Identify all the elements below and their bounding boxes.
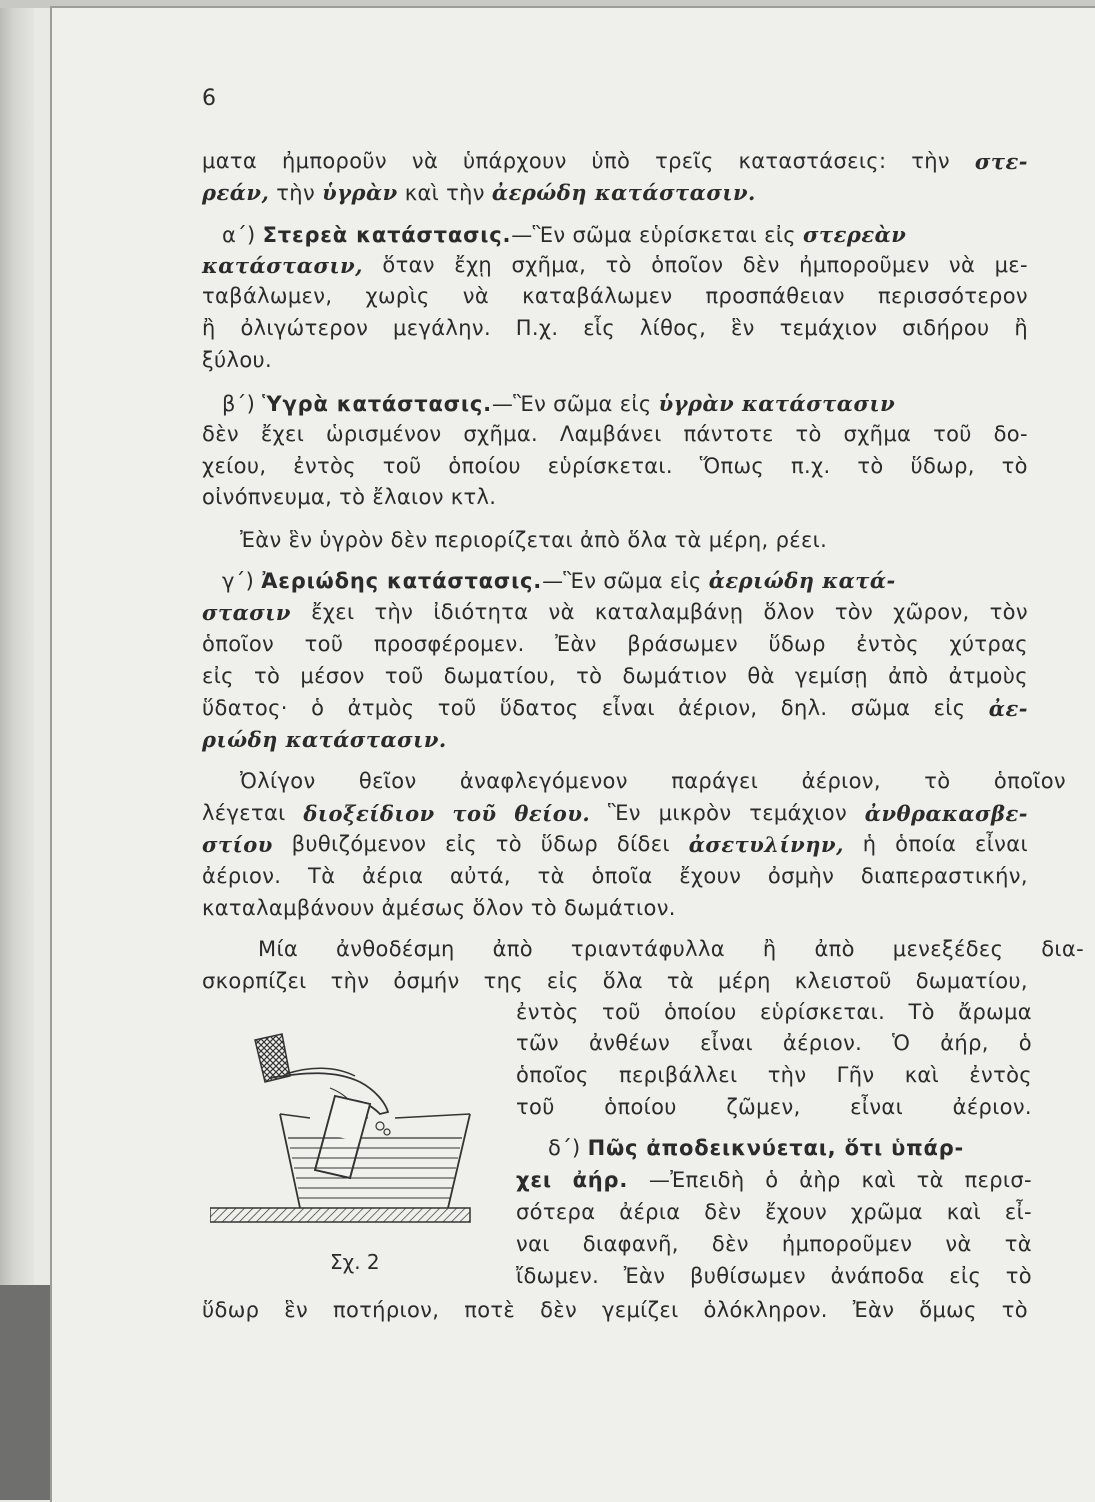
text-segment: δ΄) [548, 1136, 588, 1160]
text-word: Ὁ [892, 1031, 911, 1055]
text-word: τὸ [254, 664, 281, 688]
text-word: νὰ [548, 600, 575, 624]
text-word: δὲν [540, 1298, 578, 1322]
text-word: θείου. [514, 801, 591, 826]
text-word: ἀέριον, [678, 696, 758, 720]
text-line [202, 861, 1028, 892]
text-word: ἓν [284, 1298, 309, 1322]
text-word: ἠμποροῦμεν [799, 253, 930, 277]
text-word: καταλαμβάνῃ [594, 600, 744, 624]
text-word: εἶναι [700, 1031, 753, 1055]
text-segment: τὴν [269, 181, 323, 205]
text-word: ἀέρια [362, 864, 424, 888]
text-word: δηλ. [780, 696, 828, 720]
text-word: ὡρισμένον [325, 422, 442, 446]
text-line [258, 934, 1084, 965]
text-segment: β΄) [222, 392, 263, 416]
text-word: ἀέριον, [801, 769, 881, 793]
text-word: σχῆμα. [463, 422, 539, 446]
text-word: σχῆμα [843, 422, 912, 446]
text-word: ὁποῖα [591, 864, 653, 888]
figure-hand-glass-basin [210, 1030, 500, 1230]
text-line [222, 219, 906, 251]
text-word: δὲν [704, 1200, 742, 1224]
text-word: ὕδωρ [202, 1298, 260, 1322]
text-word: —Ἐπειδὴ [648, 1168, 745, 1192]
text-word: ὁποῖον [651, 253, 724, 277]
text-word: ἠμποροῦν [281, 149, 387, 173]
text-word: ἀνάποδα [830, 1264, 925, 1288]
text-word: τοῦ [516, 1095, 555, 1119]
text-word: ἢ [202, 316, 216, 340]
text-word: διαπεραστικήν, [860, 864, 1028, 888]
text-segment: καταλαμβάνουν ἀμέσως ὅλον τὸ δωμάτιον. [202, 896, 676, 920]
text-line [516, 1060, 1032, 1091]
text-word: ἀπὸ [492, 937, 533, 961]
text-word: ἀνθρακασβε- [864, 801, 1028, 826]
text-word: ὁποῖον [202, 632, 275, 656]
text-word: ἀνθέων [588, 1031, 671, 1055]
text-word: χει [516, 1168, 552, 1192]
text-word: διοξείδιον [303, 801, 435, 826]
text-word: τὸ [576, 664, 603, 688]
text-line [240, 525, 827, 556]
text-word: ἔχει [311, 600, 355, 624]
text-word: ταβάλωμεν, [202, 284, 333, 308]
text-word: ὕδατος· [202, 696, 288, 720]
text-word: ἐντὸς [856, 632, 919, 656]
text-line [222, 388, 895, 420]
text-word: τοῦ [933, 422, 972, 446]
text-word: με- [994, 253, 1028, 277]
text-word: ὁποία [895, 832, 957, 856]
text-word: εἶναι [850, 1095, 904, 1119]
text-word: τὴν [374, 600, 414, 624]
text-word: αὐτά, [450, 864, 511, 888]
text-word: βυθιζόμενον [291, 832, 427, 856]
text-segment: Ἀεριώδης κατάστασις. [261, 569, 543, 593]
text-word: νὰ [945, 1232, 972, 1256]
text-word: λέγεται [202, 801, 286, 825]
text-word: ὁποίου [664, 1000, 737, 1024]
text-word: ὕδωρ [768, 632, 826, 656]
text-word: ποτήριον, [333, 1298, 440, 1322]
text-word: κατάστασιν, [202, 253, 363, 278]
text-word: Ὅπως [699, 454, 765, 478]
text-word: ὅλον [763, 600, 815, 624]
text-word: στίου [202, 832, 273, 857]
text-line [202, 798, 1028, 829]
text-word: ἀσετυλίνην, [688, 832, 844, 857]
text-line [516, 1229, 1032, 1260]
text-word: τὸ [857, 454, 884, 478]
text-word: εὑρίσκεται. [547, 454, 673, 478]
text-line [202, 693, 1028, 724]
text-segment: ὑγρὰν [322, 180, 398, 205]
text-word: μέσον [300, 664, 365, 688]
text-word: βράσωμεν [627, 632, 738, 656]
text-line [516, 1261, 1032, 1292]
text-word: μενεξέδες [892, 937, 1004, 961]
text-word: εἰς [546, 969, 579, 993]
text-word: τὸ [605, 253, 632, 277]
text-word: τὰ [537, 864, 565, 888]
text-word: παράγει [671, 769, 759, 793]
text-segment: ριώδη κατάστασιν. [202, 727, 447, 752]
text-word: ἐντὸς [293, 454, 356, 478]
text-word: δωμάτιον [622, 664, 728, 688]
text-word: Γῆν [836, 1063, 875, 1087]
text-word: τοῦ [452, 801, 497, 826]
text-segment: γ΄) [222, 569, 262, 593]
text-word: ὁλόκληρον. [703, 1298, 828, 1322]
text-word: τοῦ [602, 1000, 641, 1024]
text-word: ἡ [862, 832, 877, 856]
text-word: ἄρωμα [958, 1000, 1032, 1024]
text-word: λίθος, [639, 316, 707, 340]
text-word: νὰ [462, 284, 490, 308]
text-word: ἢ [1014, 316, 1028, 340]
text-word: νὰ [948, 253, 976, 277]
text-word: σκορπίζει [202, 969, 307, 993]
text-word: π.χ. [790, 454, 831, 478]
text-word: ὁποῖον [993, 769, 1066, 793]
text-word: εἰς [949, 1264, 982, 1288]
text-word: ὕδωρ, [910, 454, 975, 478]
text-segment: ὑγρὰν κατάστασιν [658, 391, 896, 416]
text-word: ἠμποροῦμεν [781, 1232, 913, 1256]
text-word: ὁποῖος [516, 1063, 589, 1087]
text-word: ὅταν [382, 253, 435, 277]
text-word: τὸν [989, 600, 1028, 624]
text-segment: Ἐὰν ἓν ὑγρὸν δὲν περιορίζεται ἀπὸ ὅλα τὰ μέρη, ρέει. [240, 528, 828, 552]
text-word: ζῶμεν, [726, 1095, 801, 1119]
text-word: δωματίου, [443, 664, 556, 688]
text-word: τοῦ [437, 696, 477, 720]
scan-edge-left [0, 0, 34, 1500]
text-word: χῶρον, [893, 600, 970, 624]
text-line [240, 766, 1066, 797]
text-word: τὰ [666, 969, 695, 993]
text-word: δωματίου, [915, 969, 1028, 993]
text-word: ποτὲ [464, 1298, 516, 1322]
text-word: ναι [516, 1232, 550, 1256]
text-line [202, 451, 1028, 482]
text-line [202, 661, 1028, 692]
text-line [202, 177, 756, 209]
text-line [202, 419, 1028, 450]
text-word: ἀέριον. [782, 1031, 863, 1055]
text-word: ὕδωρ [540, 832, 599, 856]
text-word: ἀνθοδέσμη [336, 937, 455, 961]
text-word: χωρὶς [365, 284, 430, 308]
text-word: ἢ [762, 937, 777, 961]
text-line [202, 281, 1028, 312]
text-segment: οἰνόπνευμα, τὸ ἔλαιον κτλ. [202, 485, 497, 509]
text-line [516, 1165, 1032, 1196]
text-word: τοῦ [382, 454, 422, 478]
text-line [222, 565, 896, 597]
text-word: τὴν [911, 149, 950, 173]
text-word: τὴν [330, 969, 370, 993]
text-line [202, 829, 1028, 860]
text-word: της [483, 969, 523, 993]
text-line [202, 966, 1028, 997]
text-word: τὸ [495, 832, 522, 856]
text-word: τὸ [1001, 1298, 1028, 1322]
text-segment: —Ἓν σῶμα εἰς [491, 392, 659, 416]
text-segment: Ὑγρὰ κατάστασις. [262, 392, 492, 416]
text-word: ὁποίου [448, 454, 521, 478]
text-segment: Στερεὰ κατάστασις. [262, 223, 512, 247]
text-word: χείου, [202, 454, 267, 478]
text-word: Ἐὰν [623, 1264, 666, 1288]
text-word: ὁ [1018, 1031, 1032, 1055]
text-word: τοῦ [384, 664, 424, 688]
text-word: ἀναφλεγόμενον [459, 769, 628, 793]
text-word: δια- [1041, 937, 1084, 961]
text-word: εἶναι [975, 832, 1028, 856]
text-word: ἴδωμεν. [516, 1264, 600, 1288]
text-word: ἀέρια [619, 1200, 681, 1224]
text-word: ἔχει [260, 422, 305, 446]
text-word: πάντοτε [683, 422, 774, 446]
text-word: ἀέριον. [952, 1095, 1032, 1119]
text-word: τὴν [767, 1063, 807, 1087]
text-word: ἀέριον. [202, 864, 282, 888]
text-word: τρεῖς [655, 149, 714, 173]
text-line [202, 313, 1028, 344]
page-number: 6 [202, 86, 216, 111]
text-segment: ἀεριώδη κατά- [708, 568, 896, 593]
text-word: τοῦ [304, 632, 344, 656]
text-word: ὅμως [919, 1298, 977, 1322]
text-word: τὰ [1004, 1232, 1032, 1256]
text-word: ὀλιγώτερον [240, 316, 369, 340]
text-word: σχῆμα, [511, 253, 587, 277]
text-word: τὸ [1005, 1264, 1032, 1288]
text-word: δὲν [711, 1232, 749, 1256]
text-word: καὶ [946, 1200, 982, 1224]
text-word: ὁ [311, 696, 325, 720]
text-word: ἀήρ, [940, 1031, 989, 1055]
text-word: εἰς [445, 832, 477, 856]
text-word: εἰς [202, 664, 234, 688]
figure-caption: Σχ. 2 [330, 1250, 380, 1274]
text-word: Λαμβάνει [559, 422, 662, 446]
text-segment: ξύλου. [202, 348, 273, 372]
text-line [202, 345, 272, 376]
text-word: ἔχῃ [454, 253, 493, 277]
text-word: δο- [993, 422, 1028, 446]
text-word: στασιν [202, 600, 291, 625]
text-segment: Πῶς ἀποδεικνύεται, ὅτι ὑπάρ- [587, 1136, 965, 1160]
text-word: προσπάθειαν [705, 284, 845, 308]
text-word: γεμίζει [601, 1298, 679, 1322]
text-line [516, 1197, 1032, 1228]
text-word: τὸν [834, 600, 874, 624]
text-word: ὅλα [602, 969, 643, 993]
text-word: περισ- [964, 1168, 1032, 1192]
text-line [202, 597, 1028, 628]
text-word: σότερα [516, 1200, 596, 1224]
text-line [548, 1133, 964, 1164]
text-word: δὲν [742, 253, 780, 277]
text-word: τριαντάφυλλα [570, 937, 725, 961]
text-line [516, 1028, 1032, 1059]
text-word: ὁποίου [604, 1095, 677, 1119]
text-word: Τὰ [308, 864, 336, 888]
text-word: ἰδιότητα [433, 600, 529, 624]
text-word: χρῶμα [850, 1200, 923, 1224]
text-word: ὑπὸ [591, 149, 631, 173]
text-word: τὸ [795, 422, 822, 446]
text-line [202, 724, 447, 756]
text-word: Μία [258, 937, 299, 961]
text-segment: ρεάν, [202, 180, 270, 205]
text-line [202, 1295, 1028, 1326]
text-word: γεμίσῃ [794, 664, 868, 688]
text-line [516, 1092, 1032, 1123]
text-word: ἐντὸς [516, 1000, 579, 1024]
text-line [202, 629, 1028, 660]
text-word: ἔχουν [679, 864, 742, 888]
text-line [202, 482, 496, 513]
text-word: σιδήρου [902, 316, 990, 340]
text-word: δίδει [616, 832, 670, 856]
text-word: Ἓν [607, 801, 641, 825]
text-word: τὰ [916, 1168, 944, 1192]
text-word: στε- [974, 149, 1028, 174]
text-word: ὑπάρχουν [463, 149, 567, 173]
text-word: ἀπὸ [888, 664, 929, 688]
text-word: μικρὸν [658, 801, 732, 825]
text-word: ἓν [730, 316, 755, 340]
text-word: καὶ [861, 1168, 896, 1192]
text-line [202, 146, 1028, 177]
text-word: σῶμα [850, 696, 911, 720]
text-word: τεμάχιον [749, 801, 848, 825]
text-word: μέρη [718, 969, 771, 993]
text-segment: ἀερώδη κατάστασιν. [491, 180, 756, 205]
text-word: καταβάλωμεν [522, 284, 673, 308]
text-word: βυθίσωμεν [689, 1264, 806, 1288]
text-word: Π.χ. [515, 316, 559, 340]
text-word: ματα [202, 149, 258, 173]
text-line [516, 997, 1032, 1028]
text-word: θεῖον [358, 769, 417, 793]
text-word: ἐντὸς [969, 1063, 1032, 1087]
text-word: ἀπὸ [814, 937, 855, 961]
text-word: τὸ [1001, 454, 1028, 478]
text-segment: α΄) [222, 223, 263, 247]
text-word: ἀε- [988, 696, 1028, 721]
text-segment: στερεὰν [803, 222, 907, 247]
text-word: ὀσμὴν [767, 864, 835, 888]
text-word: εἰς [933, 696, 966, 720]
text-word: νὰ [411, 149, 439, 173]
text-word: χύτρας [949, 632, 1028, 656]
text-word: Ὀλίγον [240, 769, 316, 793]
text-word: Τὸ [908, 1000, 935, 1024]
text-word: εἷς [583, 316, 616, 340]
text-word: ἔχουν [765, 1200, 828, 1224]
text-word: καὶ [904, 1063, 940, 1087]
text-word: ὕδατος [499, 696, 579, 720]
text-word: ἀτμὸς [347, 696, 415, 720]
text-word: τῶν [516, 1031, 560, 1055]
text-word: καταστάσεις: [738, 149, 887, 173]
text-word: τεμάχιον [779, 316, 878, 340]
text-word: εἶναι [601, 696, 655, 720]
text-word: περιβάλλει [618, 1063, 738, 1087]
text-word: ἀὴρ [799, 1168, 841, 1192]
text-word: εἶ- [1004, 1200, 1032, 1224]
text-word: θὰ [747, 664, 775, 688]
scan-edge-shadow [0, 1285, 52, 1500]
text-segment: —Ἓν σῶμα εὑρίσκεται εἰς [511, 223, 803, 247]
text-word: ἀήρ. [572, 1168, 629, 1192]
text-segment: —Ἓν σῶμα εἰς [542, 569, 709, 593]
text-word: Ἐὰν [852, 1298, 895, 1322]
text-word: μεγάλην. [393, 316, 491, 340]
text-word: ἀτμοὺς [948, 664, 1028, 688]
text-word: περισσότερον [877, 284, 1028, 308]
text-word: δὲν [202, 422, 239, 446]
text-segment: καὶ τὴν [397, 181, 492, 205]
text-word: προσφέρομεν. [373, 632, 525, 656]
text-word: ὁ [765, 1168, 779, 1192]
text-word: κλειστοῦ [794, 969, 892, 993]
text-word: Ἐὰν [555, 632, 597, 656]
text-word: εὑρίσκεται. [760, 1000, 886, 1024]
text-line [202, 250, 1028, 281]
text-line [202, 893, 676, 924]
text-word: ὀσμήν [393, 969, 460, 993]
text-word: τὸ [924, 769, 951, 793]
text-word: διαφανῆ, [582, 1232, 679, 1256]
